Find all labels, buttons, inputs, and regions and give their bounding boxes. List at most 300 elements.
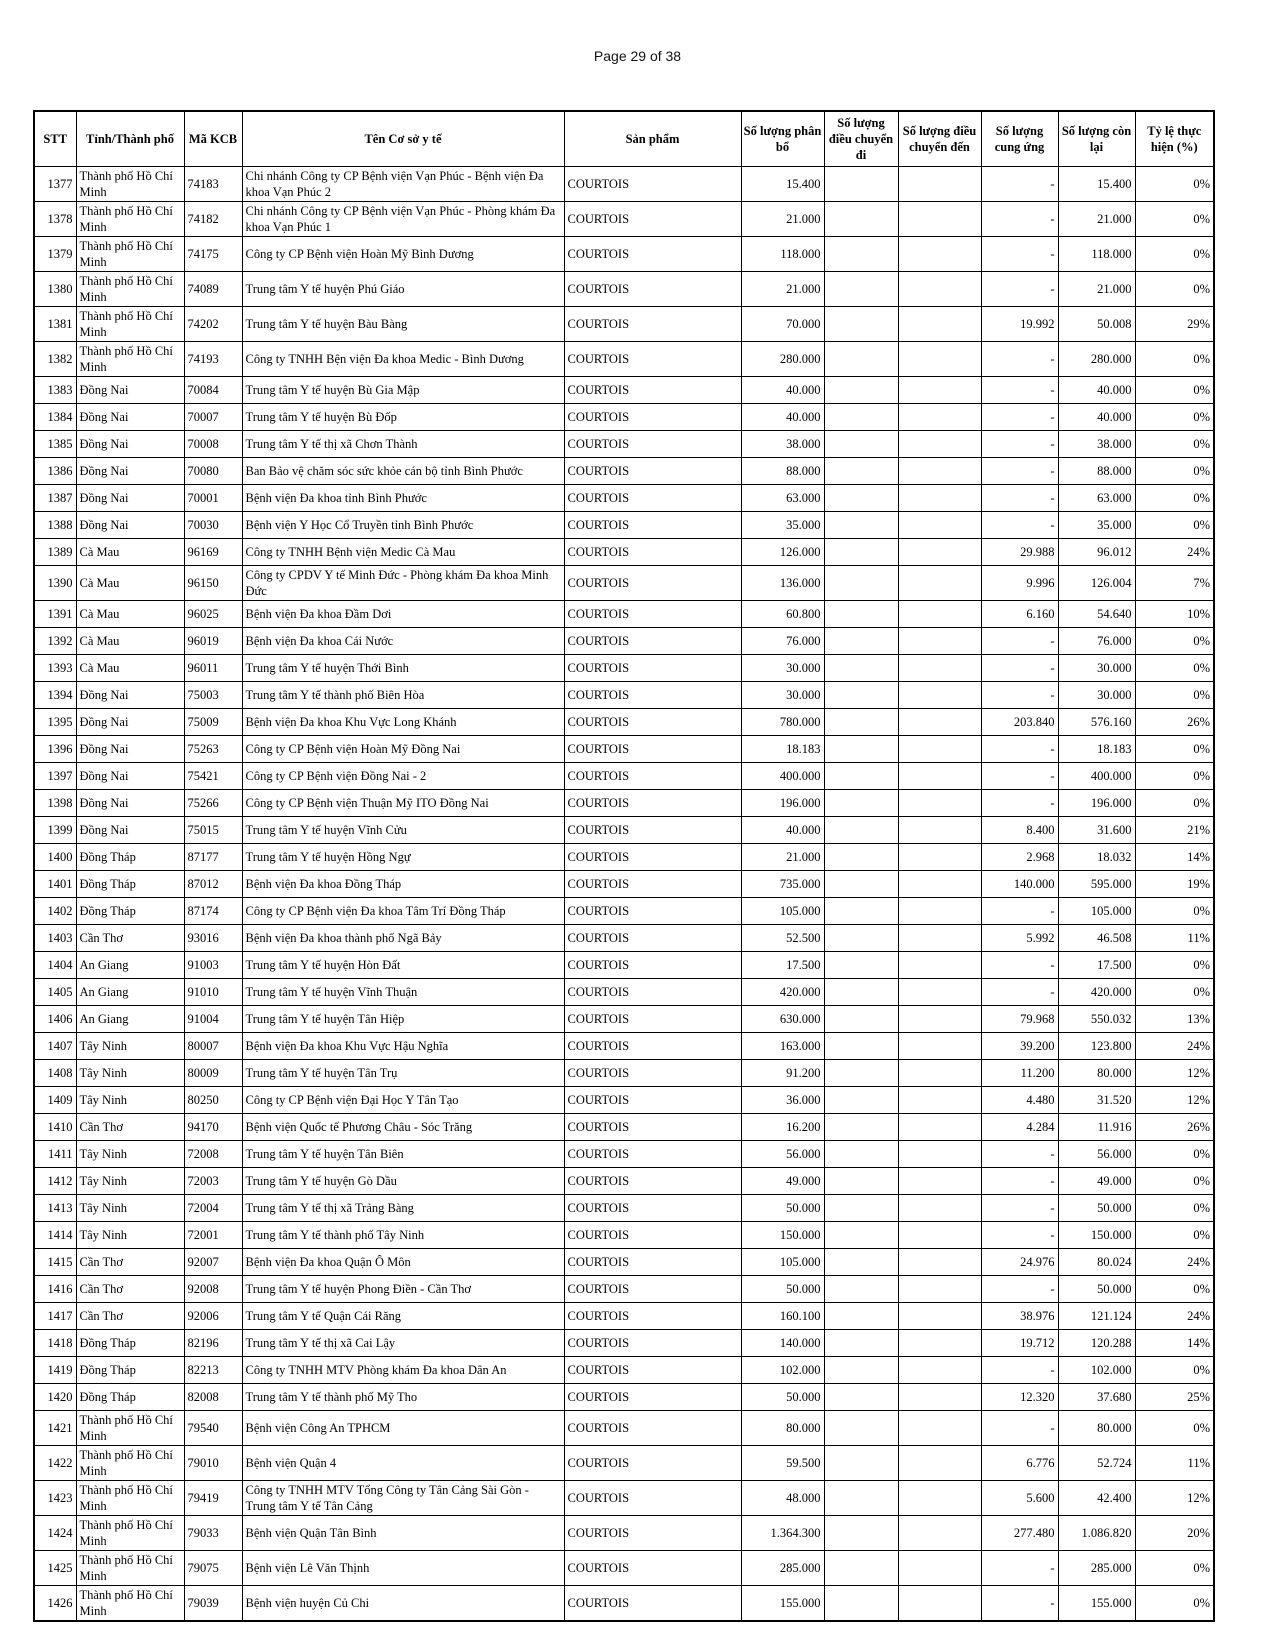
cell-facility: Trung tâm Y tế huyện Tân Hiệp [242,1006,564,1033]
cell-province: Thành phố Hồ Chí Minh [76,1411,184,1446]
cell-province: Đồng Nai [76,709,184,736]
cell-in [898,1006,981,1033]
cell-supply: - [981,952,1058,979]
cell-alloc: 40.000 [741,817,824,844]
table-row [34,817,1214,844]
cell-stt: 1389 [34,539,76,566]
cell-facility: Công ty TNHH Bện viện Đa khoa Medic - Bình Dương [242,342,564,377]
header-province: Tỉnh/Thành phố [76,111,184,167]
cell-product: COURTOIS [564,1114,741,1141]
cell-out [824,682,898,709]
table-row [34,237,1214,272]
cell-rate: 0% [1135,1141,1214,1168]
cell-product: COURTOIS [564,817,741,844]
cell-remain: 63.000 [1058,485,1135,512]
cell-remain: 196.000 [1058,790,1135,817]
cell-out [824,871,898,898]
table-row [34,1006,1214,1033]
cell-out [824,736,898,763]
cell-product: COURTOIS [564,512,741,539]
cell-remain: 50.008 [1058,307,1135,342]
cell-alloc: 21.000 [741,844,824,871]
cell-alloc: 36.000 [741,1087,824,1114]
cell-product: COURTOIS [564,1249,741,1276]
cell-product: COURTOIS [564,458,741,485]
table-row [34,1551,1214,1586]
cell-stt: 1420 [34,1384,76,1411]
cell-remain: 400.000 [1058,763,1135,790]
cell-in [898,655,981,682]
cell-province: An Giang [76,952,184,979]
cell-supply: 79.968 [981,1006,1058,1033]
cell-province: Đồng Nai [76,763,184,790]
cell-facility: Công ty TNHH Bệnh viện Medic Cà Mau [242,539,564,566]
cell-rate: 0% [1135,898,1214,925]
cell-remain: 1.086.820 [1058,1516,1135,1551]
cell-rate: 0% [1135,790,1214,817]
cell-out [824,817,898,844]
cell-province: Thành phố Hồ Chí Minh [76,307,184,342]
cell-product: COURTOIS [564,342,741,377]
cell-remain: 126.004 [1058,566,1135,601]
cell-out [824,1006,898,1033]
header-row [34,111,1214,167]
cell-facility: Trung tâm Y tế thị xã Trảng Bàng [242,1195,564,1222]
cell-remain: 420.000 [1058,979,1135,1006]
cell-out [824,1249,898,1276]
cell-supply: 9.996 [981,566,1058,601]
table-row [34,167,1214,202]
cell-supply: - [981,979,1058,1006]
cell-alloc: 780.000 [741,709,824,736]
cell-out [824,1168,898,1195]
table-row [34,1384,1214,1411]
cell-province: Cần Thơ [76,1114,184,1141]
cell-alloc: 126.000 [741,539,824,566]
cell-facility: Trung tâm Y tế Quận Cái Răng [242,1303,564,1330]
cell-product: COURTOIS [564,1551,741,1586]
cell-rate: 20% [1135,1516,1214,1551]
cell-product: COURTOIS [564,307,741,342]
cell-code: 72008 [184,1141,242,1168]
cell-in [898,736,981,763]
cell-in [898,898,981,925]
cell-code: 94170 [184,1114,242,1141]
cell-remain: 80.000 [1058,1060,1135,1087]
cell-alloc: 63.000 [741,485,824,512]
cell-out [824,539,898,566]
cell-stt: 1385 [34,431,76,458]
cell-province: Đồng Tháp [76,898,184,925]
cell-facility: Trung tâm Y tế thị xã Cai Lậy [242,1330,564,1357]
cell-stt: 1379 [34,237,76,272]
cell-in [898,1195,981,1222]
cell-alloc: 80.000 [741,1411,824,1446]
cell-stt: 1396 [34,736,76,763]
cell-rate: 24% [1135,1033,1214,1060]
cell-product: COURTOIS [564,790,741,817]
cell-supply: - [981,512,1058,539]
cell-rate: 0% [1135,167,1214,202]
cell-out [824,709,898,736]
cell-province: Đồng Nai [76,790,184,817]
cell-rate: 14% [1135,1330,1214,1357]
table-row [34,1168,1214,1195]
cell-in [898,512,981,539]
cell-province: Đồng Nai [76,736,184,763]
cell-stt: 1413 [34,1195,76,1222]
cell-province: Đồng Nai [76,404,184,431]
cell-in [898,307,981,342]
cell-province: Cần Thơ [76,1249,184,1276]
table-row [34,979,1214,1006]
cell-code: 80009 [184,1060,242,1087]
cell-in [898,1446,981,1481]
cell-product: COURTOIS [564,979,741,1006]
cell-stt: 1418 [34,1330,76,1357]
cell-code: 79419 [184,1481,242,1516]
cell-rate: 14% [1135,844,1214,871]
cell-out [824,1586,898,1622]
page-number: Page 29 of 38 [593,48,682,64]
cell-stt: 1408 [34,1060,76,1087]
cell-supply: 12.320 [981,1384,1058,1411]
table-row [34,458,1214,485]
cell-product: COURTOIS [564,431,741,458]
cell-out [824,952,898,979]
cell-rate: 0% [1135,431,1214,458]
cell-in [898,1411,981,1446]
cell-supply: 39.200 [981,1033,1058,1060]
cell-out [824,272,898,307]
cell-facility: Trung tâm Y tế huyện Vĩnh Thuận [242,979,564,1006]
table-row [34,342,1214,377]
cell-alloc: 17.500 [741,952,824,979]
cell-stt: 1381 [34,307,76,342]
cell-remain: 76.000 [1058,628,1135,655]
cell-out [824,237,898,272]
cell-stt: 1384 [34,404,76,431]
cell-facility: Trung tâm Y tế huyện Phú Giáo [242,272,564,307]
cell-product: COURTOIS [564,1411,741,1446]
cell-product: COURTOIS [564,844,741,871]
cell-facility: Chi nhánh Công ty CP Bệnh viện Vạn Phúc - Phòng khám Đa khoa Vạn Phúc 1 [242,202,564,237]
cell-stt: 1404 [34,952,76,979]
cell-rate: 0% [1135,342,1214,377]
cell-product: COURTOIS [564,709,741,736]
cell-in [898,485,981,512]
cell-code: 91003 [184,952,242,979]
table-row [34,1276,1214,1303]
cell-out [824,1195,898,1222]
table-row [34,202,1214,237]
cell-out [824,1114,898,1141]
cell-code: 96150 [184,566,242,601]
cell-product: COURTOIS [564,377,741,404]
cell-rate: 0% [1135,1586,1214,1622]
cell-stt: 1402 [34,898,76,925]
cell-product: COURTOIS [564,485,741,512]
cell-product: COURTOIS [564,1384,741,1411]
cell-out [824,458,898,485]
cell-in [898,1586,981,1622]
cell-alloc: 52.500 [741,925,824,952]
cell-province: Cần Thơ [76,925,184,952]
cell-rate: 10% [1135,601,1214,628]
cell-supply: - [981,1141,1058,1168]
cell-stt: 1407 [34,1033,76,1060]
cell-stt: 1405 [34,979,76,1006]
cell-code: 96025 [184,601,242,628]
cell-province: Thành phố Hồ Chí Minh [76,342,184,377]
cell-alloc: 630.000 [741,1006,824,1033]
cell-rate: 24% [1135,1249,1214,1276]
cell-alloc: 21.000 [741,272,824,307]
cell-province: Tây Ninh [76,1195,184,1222]
cell-in [898,539,981,566]
header-transfer-in-qty: Số lượng điều chuyển đến [898,111,981,167]
cell-out [824,1141,898,1168]
cell-facility: Bệnh viện Đa khoa Đồng Tháp [242,871,564,898]
cell-stt: 1421 [34,1411,76,1446]
cell-province: Đồng Tháp [76,1357,184,1384]
cell-product: COURTOIS [564,1033,741,1060]
cell-remain: 285.000 [1058,1551,1135,1586]
cell-in [898,1276,981,1303]
cell-rate: 13% [1135,1006,1214,1033]
cell-supply: - [981,736,1058,763]
cell-province: Đồng Tháp [76,871,184,898]
cell-code: 70080 [184,458,242,485]
cell-facility: Bệnh viện Quận Tân Bình [242,1516,564,1551]
cell-province: Tây Ninh [76,1033,184,1060]
cell-rate: 26% [1135,709,1214,736]
cell-rate: 0% [1135,1168,1214,1195]
cell-rate: 24% [1135,1303,1214,1330]
cell-facility: Chi nhánh Công ty CP Bệnh viện Vạn Phúc - Bệnh viện Đa khoa Vạn Phúc 2 [242,167,564,202]
cell-supply: 24.976 [981,1249,1058,1276]
cell-supply: - [981,485,1058,512]
cell-rate: 0% [1135,1222,1214,1249]
cell-remain: 18.032 [1058,844,1135,871]
table-row [34,404,1214,431]
cell-province: Thành phố Hồ Chí Minh [76,1446,184,1481]
cell-stt: 1410 [34,1114,76,1141]
table-row [34,1330,1214,1357]
cell-province: An Giang [76,979,184,1006]
cell-remain: 280.000 [1058,342,1135,377]
cell-alloc: 16.200 [741,1114,824,1141]
cell-code: 79540 [184,1411,242,1446]
cell-in [898,1516,981,1551]
table-row [34,1114,1214,1141]
table-row [34,844,1214,871]
cell-stt: 1395 [34,709,76,736]
cell-in [898,1303,981,1330]
cell-remain: 576.160 [1058,709,1135,736]
table-row [34,682,1214,709]
header-code: Mã KCB [184,111,242,167]
cell-product: COURTOIS [564,1357,741,1384]
cell-supply: - [981,377,1058,404]
cell-remain: 80.000 [1058,1411,1135,1446]
cell-rate: 21% [1135,817,1214,844]
cell-out [824,763,898,790]
cell-rate: 0% [1135,655,1214,682]
table-row [34,377,1214,404]
cell-product: COURTOIS [564,1586,741,1622]
cell-in [898,952,981,979]
cell-stt: 1403 [34,925,76,952]
cell-alloc: 70.000 [741,307,824,342]
cell-supply: 38.976 [981,1303,1058,1330]
cell-in [898,1087,981,1114]
cell-remain: 80.024 [1058,1249,1135,1276]
cell-code: 96011 [184,655,242,682]
table-row [34,1586,1214,1622]
cell-out [824,925,898,952]
table-row [34,1087,1214,1114]
cell-province: Đồng Nai [76,682,184,709]
header-allocated-qty: Số lượng phân bổ [741,111,824,167]
cell-code: 87174 [184,898,242,925]
cell-facility: Bệnh viện Công An TPHCM [242,1411,564,1446]
cell-facility: Bệnh viện Đa khoa Đầm Dơi [242,601,564,628]
cell-remain: 120.288 [1058,1330,1135,1357]
cell-code: 70084 [184,377,242,404]
cell-facility: Bệnh viện Đa khoa tỉnh Bình Phước [242,485,564,512]
cell-province: Tây Ninh [76,1087,184,1114]
cell-in [898,709,981,736]
cell-alloc: 30.000 [741,682,824,709]
cell-in [898,1033,981,1060]
cell-remain: 50.000 [1058,1276,1135,1303]
cell-rate: 0% [1135,237,1214,272]
cell-remain: 150.000 [1058,1222,1135,1249]
cell-supply: - [981,628,1058,655]
cell-code: 92006 [184,1303,242,1330]
cell-province: Tây Ninh [76,1222,184,1249]
cell-rate: 0% [1135,1411,1214,1446]
cell-remain: 40.000 [1058,377,1135,404]
cell-rate: 0% [1135,979,1214,1006]
header-remaining-qty: Số lượng còn lại [1058,111,1135,167]
cell-alloc: 150.000 [741,1222,824,1249]
cell-out [824,898,898,925]
cell-in [898,790,981,817]
cell-remain: 155.000 [1058,1586,1135,1622]
table-row [34,1141,1214,1168]
cell-supply: - [981,458,1058,485]
cell-rate: 0% [1135,628,1214,655]
table-row [34,431,1214,458]
cell-supply: - [981,655,1058,682]
cell-code: 80250 [184,1087,242,1114]
cell-facility: Trung tâm Y tế huyện Phong Điền - Cần Thơ [242,1276,564,1303]
cell-in [898,1060,981,1087]
cell-alloc: 49.000 [741,1168,824,1195]
cell-in [898,1330,981,1357]
cell-supply: 29.988 [981,539,1058,566]
cell-facility: Công ty CP Bệnh viện Hoàn Mỹ Đồng Nai [242,736,564,763]
cell-alloc: 35.000 [741,512,824,539]
cell-supply: - [981,1411,1058,1446]
cell-code: 87012 [184,871,242,898]
cell-stt: 1392 [34,628,76,655]
cell-remain: 88.000 [1058,458,1135,485]
cell-code: 74175 [184,237,242,272]
cell-in [898,1357,981,1384]
cell-supply: - [981,272,1058,307]
cell-facility: Bệnh viện Đa khoa Quận Ô Môn [242,1249,564,1276]
cell-code: 82008 [184,1384,242,1411]
cell-in [898,342,981,377]
cell-code: 74193 [184,342,242,377]
cell-out [824,1303,898,1330]
cell-province: Cần Thơ [76,1276,184,1303]
cell-code: 82213 [184,1357,242,1384]
cell-province: Đồng Nai [76,817,184,844]
cell-province: Thành phố Hồ Chí Minh [76,1481,184,1516]
cell-in [898,1222,981,1249]
cell-supply: - [981,682,1058,709]
cell-rate: 0% [1135,682,1214,709]
cell-supply: 6.160 [981,601,1058,628]
cell-rate: 24% [1135,539,1214,566]
cell-in [898,237,981,272]
cell-code: 72003 [184,1168,242,1195]
cell-rate: 11% [1135,925,1214,952]
cell-in [898,871,981,898]
cell-in [898,844,981,871]
cell-province: Tây Ninh [76,1168,184,1195]
cell-stt: 1409 [34,1087,76,1114]
cell-supply: 5.600 [981,1481,1058,1516]
cell-facility: Trung tâm Y tế huyện Gò Dầu [242,1168,564,1195]
cell-stt: 1399 [34,817,76,844]
cell-alloc: 118.000 [741,237,824,272]
cell-remain: 46.508 [1058,925,1135,952]
cell-in [898,628,981,655]
cell-code: 75421 [184,763,242,790]
cell-out [824,1087,898,1114]
cell-alloc: 280.000 [741,342,824,377]
cell-stt: 1425 [34,1551,76,1586]
cell-supply: 5.992 [981,925,1058,952]
cell-out [824,1060,898,1087]
cell-out [824,1330,898,1357]
table-header [34,111,1214,167]
cell-facility: Trung tâm Y tế huyện Bù Đốp [242,404,564,431]
cell-out [824,1411,898,1446]
cell-code: 92008 [184,1276,242,1303]
cell-rate: 0% [1135,485,1214,512]
cell-alloc: 105.000 [741,898,824,925]
cell-product: COURTOIS [564,1222,741,1249]
cell-supply: - [981,1357,1058,1384]
table-row [34,655,1214,682]
header-supplied-qty: Số lượng cung ứng [981,111,1058,167]
cell-facility: Bệnh viện huyện Củ Chi [242,1586,564,1622]
table-row [34,1222,1214,1249]
table-row [34,272,1214,307]
cell-code: 70007 [184,404,242,431]
cell-province: Thành phố Hồ Chí Minh [76,1586,184,1622]
cell-remain: 52.724 [1058,1446,1135,1481]
cell-facility: Trung tâm Y tế thành phố Biên Hòa [242,682,564,709]
cell-remain: 11.916 [1058,1114,1135,1141]
cell-remain: 54.640 [1058,601,1135,628]
